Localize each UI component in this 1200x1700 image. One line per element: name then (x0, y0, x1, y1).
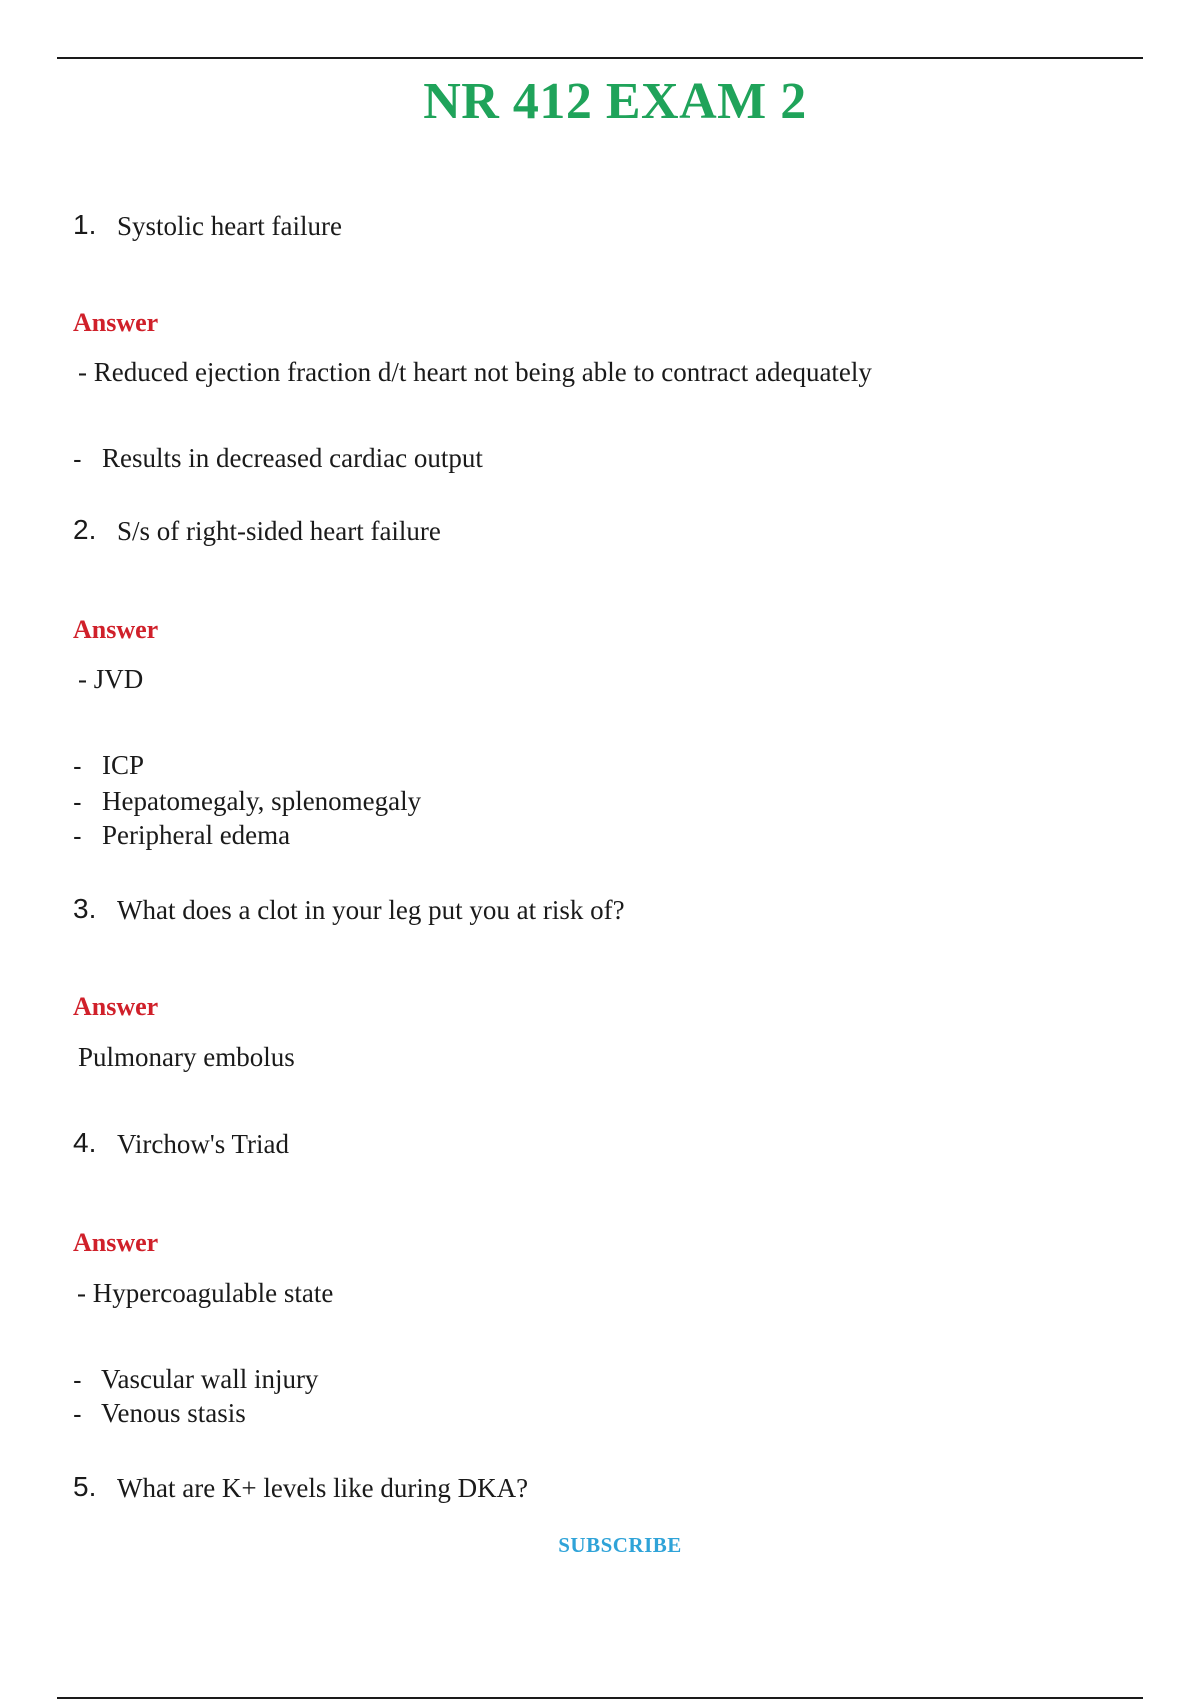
answer-label: Answer (73, 615, 159, 644)
answer-line: - JVD (78, 664, 144, 694)
answer-line: - Reduced ejection fraction d/t heart not being able to contract adequately (78, 357, 872, 387)
answer-bullet: ICP (102, 750, 145, 780)
bullet-dash: - (73, 1365, 82, 1395)
answer-line: - Hypercoagulable state (77, 1278, 334, 1308)
subscribe-link[interactable]: SUBSCRIBE (558, 1533, 682, 1557)
bullet-dash: - (73, 1399, 82, 1429)
question-text: Systolic heart failure (117, 211, 342, 241)
question-number: 4. (73, 1127, 97, 1158)
bullet-dash: - (73, 444, 82, 474)
bullet-dash: - (73, 751, 82, 781)
question-number: 5. (73, 1471, 97, 1502)
question-text: What are K+ levels like during DKA? (117, 1473, 529, 1503)
answer-bullet: Venous stasis (101, 1398, 246, 1428)
question-text: Virchow's Triad (117, 1129, 290, 1159)
document-title: NR 412 EXAM 2 (423, 73, 807, 130)
answer-bullet: Results in decreased cardiac output (102, 443, 483, 473)
question-number: 1. (73, 209, 97, 240)
answer-label: Answer (73, 308, 159, 337)
answer-label: Answer (73, 1228, 159, 1257)
answer-line: Pulmonary embolus (78, 1042, 295, 1072)
bullet-dash: - (73, 787, 82, 817)
bullet-dash: - (73, 821, 82, 851)
answer-bullet: Hepatomegaly, splenomegaly (102, 786, 422, 816)
top-rule (57, 57, 1143, 59)
bottom-rule (57, 1697, 1143, 1699)
question-number: 3. (73, 893, 97, 924)
answer-bullet: Vascular wall injury (101, 1364, 319, 1394)
answer-label: Answer (73, 992, 159, 1021)
question-number: 2. (73, 514, 97, 545)
question-text: S/s of right-sided heart failure (117, 516, 441, 546)
question-text: What does a clot in your leg put you at risk of? (117, 895, 625, 925)
answer-bullet: Peripheral edema (102, 820, 291, 850)
